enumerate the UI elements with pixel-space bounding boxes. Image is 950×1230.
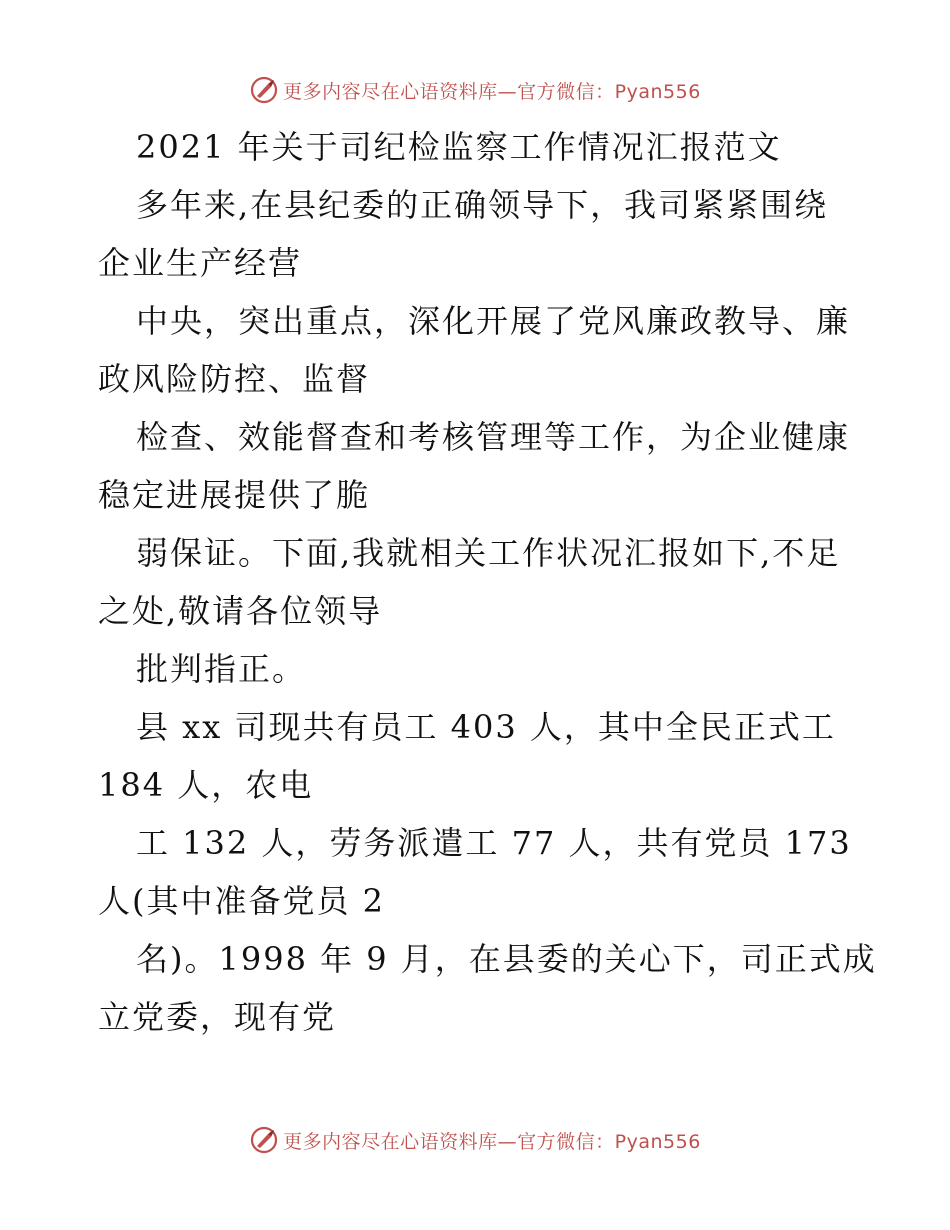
document-line: 之处,敬请各位领导 xyxy=(98,592,383,630)
document-line: 立党委，现有党 xyxy=(98,998,337,1036)
footer-banner-text: 更多内容尽在心语资料库—官方微信：Pyan556 xyxy=(283,1130,701,1153)
document-line: 2021 年关于司纪检监察工作情况汇报范文 xyxy=(136,128,782,166)
document-line: 检查、效能督查和考核管理等工作，为企业健康 xyxy=(136,418,851,456)
document-line: 稳定进展提供了脆 xyxy=(98,476,371,514)
document-line: 名)。1998 年 9 月，在县委的关心下，司正式成 xyxy=(136,940,877,978)
header-banner-text: 更多内容尽在心语资料库—官方微信：Pyan556 xyxy=(283,80,701,103)
footer-banner xyxy=(0,1120,950,1160)
document-line: 政风险防控、监督 xyxy=(98,360,371,398)
document-line: 企业生产经营 xyxy=(98,244,303,282)
document-line: 中央，突出重点，深化开展了党风廉政教导、廉 xyxy=(136,302,851,340)
document-line: 人(其中准备党员 2 xyxy=(98,882,386,920)
document-line: 多年来,在县纪委的正确领导下，我司紧紧围绕 xyxy=(136,186,829,224)
header-banner xyxy=(0,70,950,110)
document-line: 工 132 人，劳务派遣工 77 人，共有党员 173 xyxy=(136,824,852,862)
document-line: 184 人，农电 xyxy=(98,766,314,804)
quill-logo-icon xyxy=(249,75,279,105)
document-line: 批判指正。 xyxy=(136,650,307,688)
quill-logo-icon xyxy=(249,1125,279,1155)
document-body xyxy=(98,118,877,1046)
document-line: 弱保证。下面,我就相关工作状况汇报如下,不足 xyxy=(136,534,841,572)
document-line: 县 xx 司现共有员工 403 人，其中全民正式工 xyxy=(136,708,836,746)
